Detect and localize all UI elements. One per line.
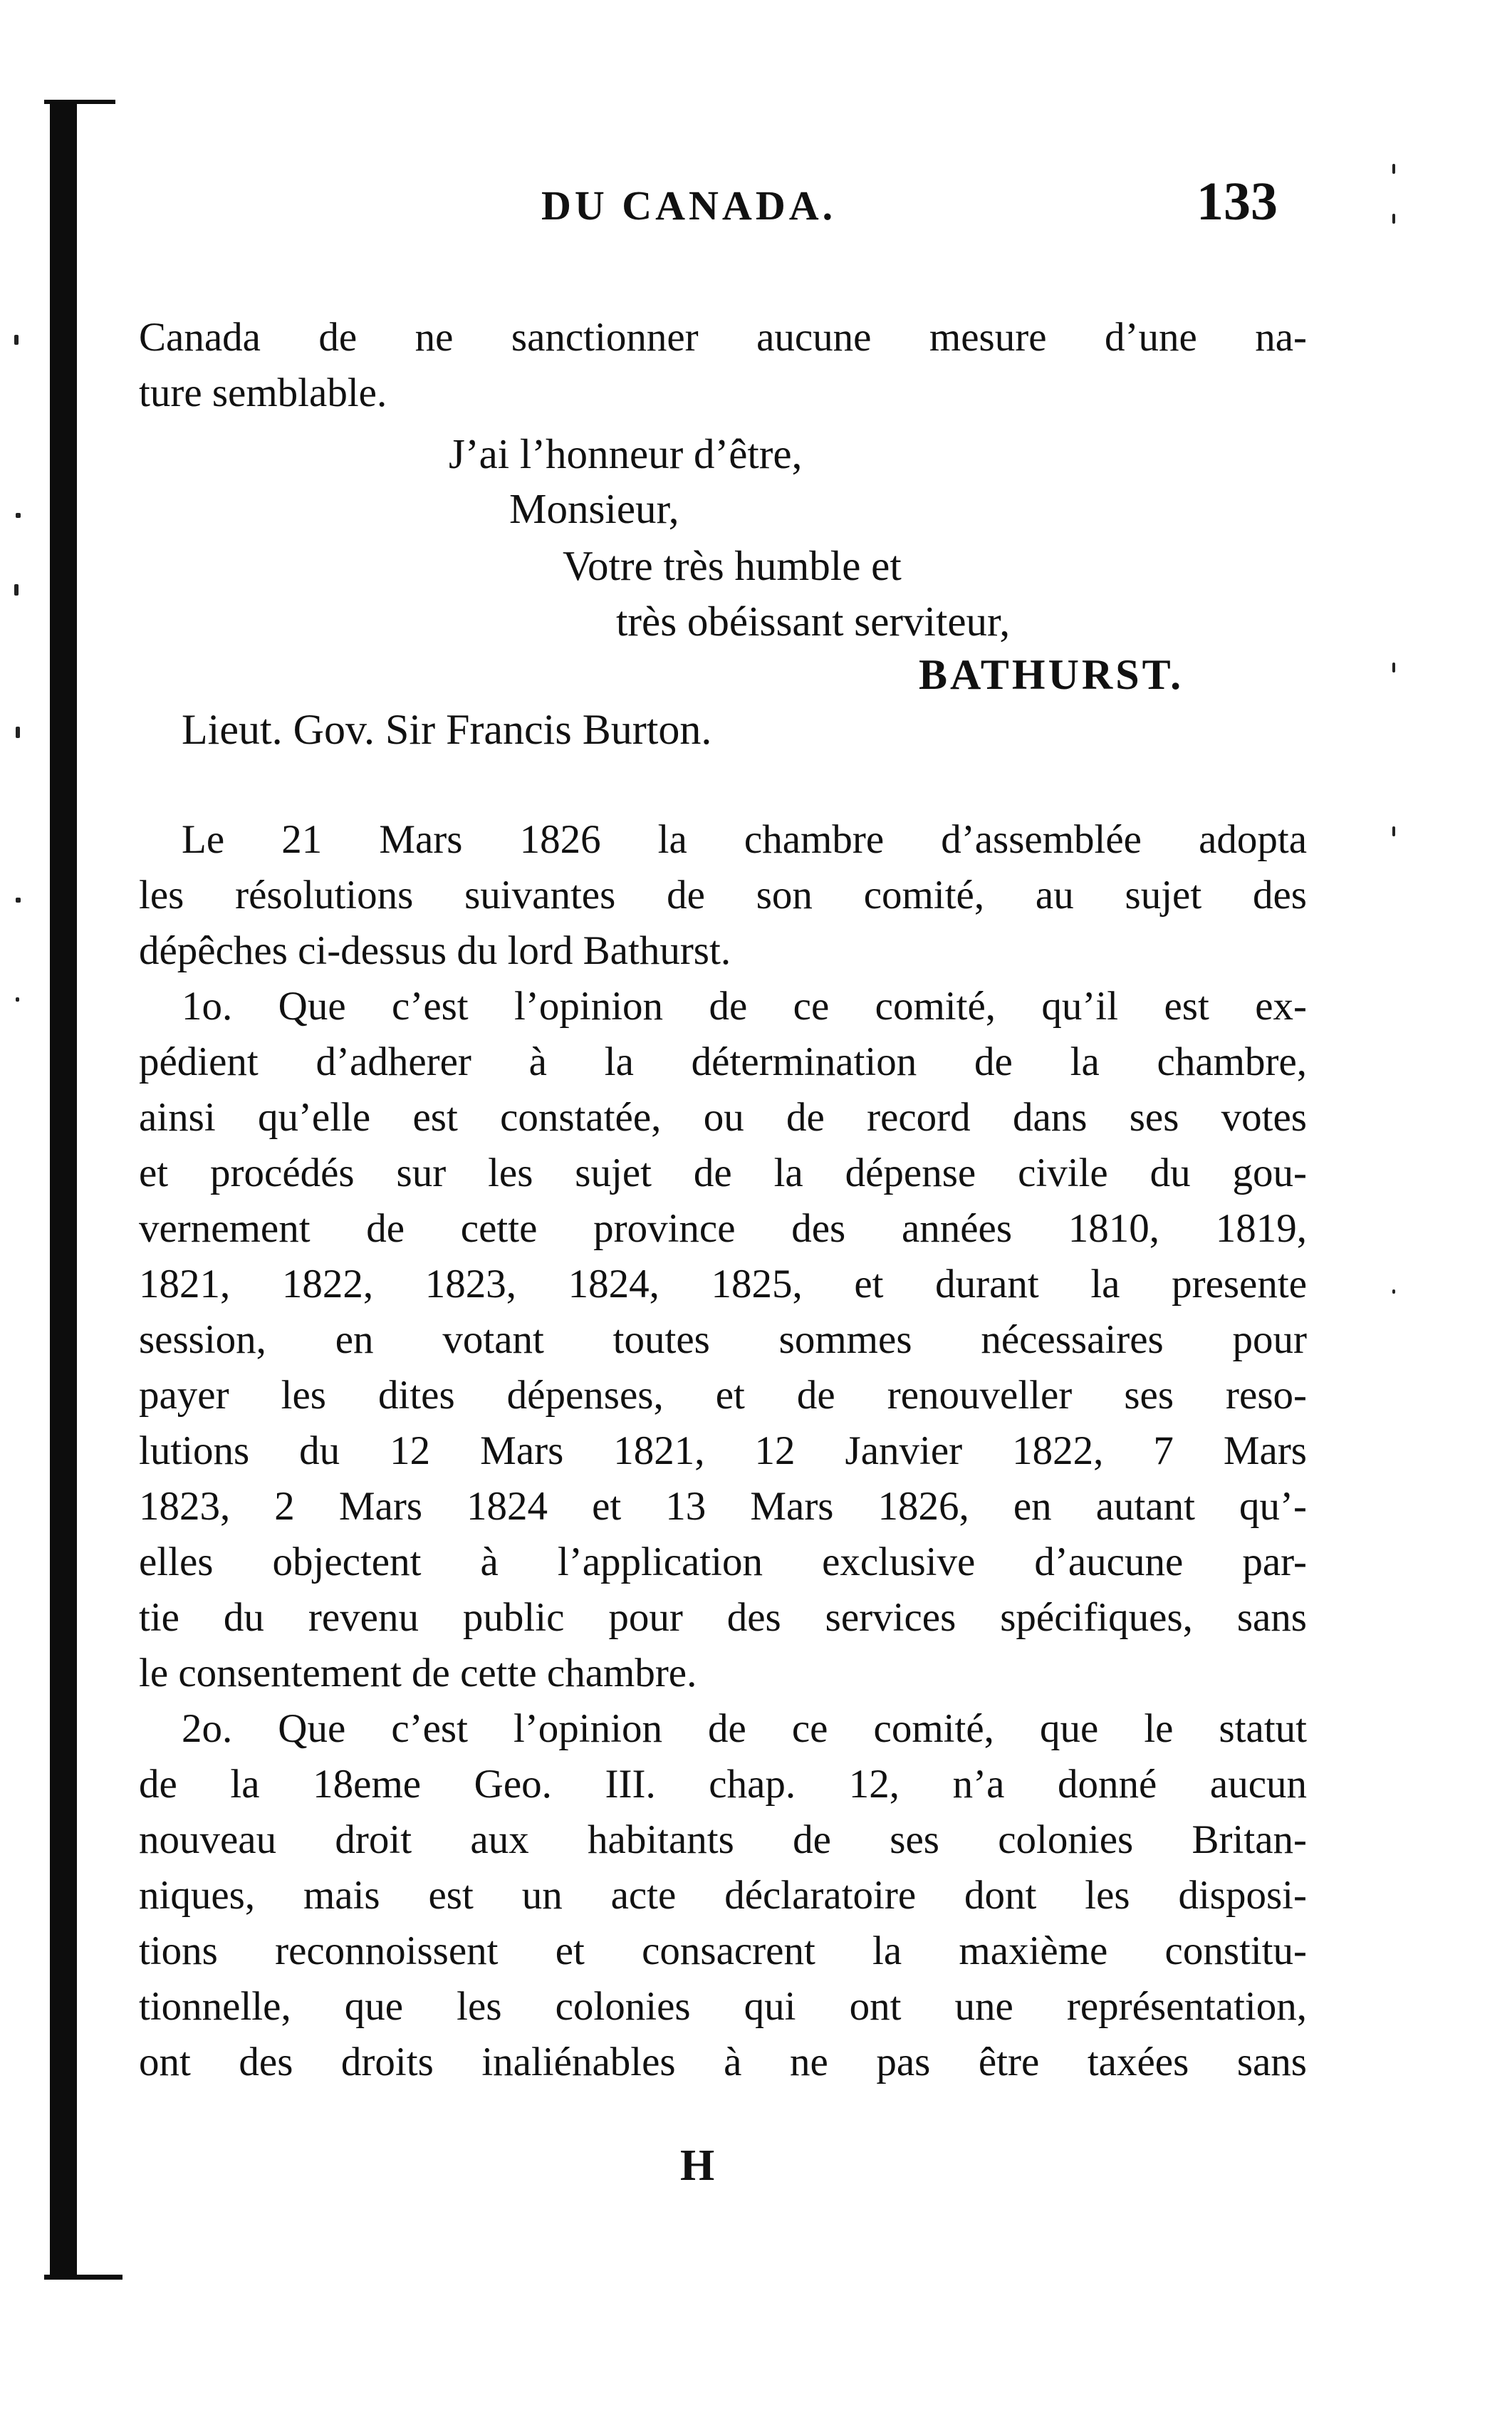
body-line: 1o. Que c’est l’opinion de ce comité, qu’il est ex- xyxy=(182,984,1307,1029)
closing-line: Votre très humble et xyxy=(563,542,902,589)
scan-speck xyxy=(1392,1289,1395,1294)
body-line: et procédés sur les sujet de la dépense civile du gou- xyxy=(139,1151,1307,1195)
body-line: 1821, 1822, 1823, 1824, 1825, et durant la presente xyxy=(139,1262,1307,1307)
body-line: session, en votant toutes sommes nécessaires pour xyxy=(139,1317,1307,1362)
body-line: niques, mais est un acte déclaratoire dont les disposi- xyxy=(139,1873,1307,1918)
letter-line: ture semblable. xyxy=(139,370,387,415)
page-number: 133 xyxy=(1196,172,1278,232)
scan-speck xyxy=(14,584,19,596)
body-line: de la 18eme Geo. III. chap. 12, n’a donné aucun xyxy=(139,1762,1307,1807)
body-line: pédient d’adherer à la détermination de la chambre, xyxy=(139,1039,1307,1084)
body-line: vernement de cette province des années 1810, 1819, xyxy=(139,1206,1307,1251)
binding-rule-top xyxy=(44,100,115,104)
binding-rule xyxy=(50,100,77,2280)
scan-speck xyxy=(16,898,21,903)
body-line: dépêches ci-dessus du lord Bathurst. xyxy=(139,928,731,973)
body-line: elles objectent à l’application exclusive d’aucune par- xyxy=(139,1539,1307,1584)
scan-speck xyxy=(16,727,20,738)
running-title: DU CANADA. xyxy=(541,182,837,229)
scan-speck xyxy=(14,335,19,345)
signature: BATHURST. xyxy=(919,651,1184,698)
body-line: tions reconnoissent et consacrent la maxième constitu- xyxy=(139,1928,1307,1973)
body-line: 1823, 2 Mars 1824 et 13 Mars 1826, en autant qu’- xyxy=(139,1484,1307,1529)
scan-speck xyxy=(16,513,21,518)
body-line: lutions du 12 Mars 1821, 12 Janvier 1822, 7 Mars xyxy=(139,1428,1307,1473)
scan-speck xyxy=(1392,826,1395,836)
body-line: ainsi qu’elle est constatée, ou de record dans ses votes xyxy=(139,1095,1307,1140)
scan-speck xyxy=(1392,214,1395,224)
body-line: tionnelle, que les colonies qui ont une représentation, xyxy=(139,1984,1307,2029)
body-line: ont des droits inaliénables à ne pas être taxées sans xyxy=(139,2040,1307,2084)
body-line: payer les dites dépenses, et de renouveller ses reso- xyxy=(139,1373,1307,1418)
body-line: tie du revenu public pour des services spécifiques, sans xyxy=(139,1595,1307,1640)
body-line: nouveau droit aux habitants de ses colonies Britan- xyxy=(139,1817,1307,1862)
body-line: le consentement de cette chambre. xyxy=(139,1651,697,1695)
closing-line: Monsieur, xyxy=(509,485,679,532)
scan-speck xyxy=(16,997,19,1002)
signature-mark: H xyxy=(680,2141,715,2190)
body-line: Le 21 Mars 1826 la chambre d’assemblée adopta xyxy=(182,817,1307,862)
binding-rule-bottom xyxy=(44,2275,122,2280)
body-line: les résolutions suivantes de son comité, au sujet des xyxy=(139,873,1307,918)
scan-speck xyxy=(1392,164,1395,174)
scan-speck xyxy=(1392,663,1395,672)
closing-line: J’ai l’honneur d’être, xyxy=(449,430,803,477)
body-line: 2o. Que c’est l’opinion de ce comité, que le statut xyxy=(182,1706,1307,1751)
closing-line: très obéissant serviteur, xyxy=(616,598,1011,645)
letter-line: Canada de ne sanctionner aucune mesure d’une na- xyxy=(139,315,1307,360)
addressee: Lieut. Gov. Sir Francis Burton. xyxy=(182,706,712,753)
